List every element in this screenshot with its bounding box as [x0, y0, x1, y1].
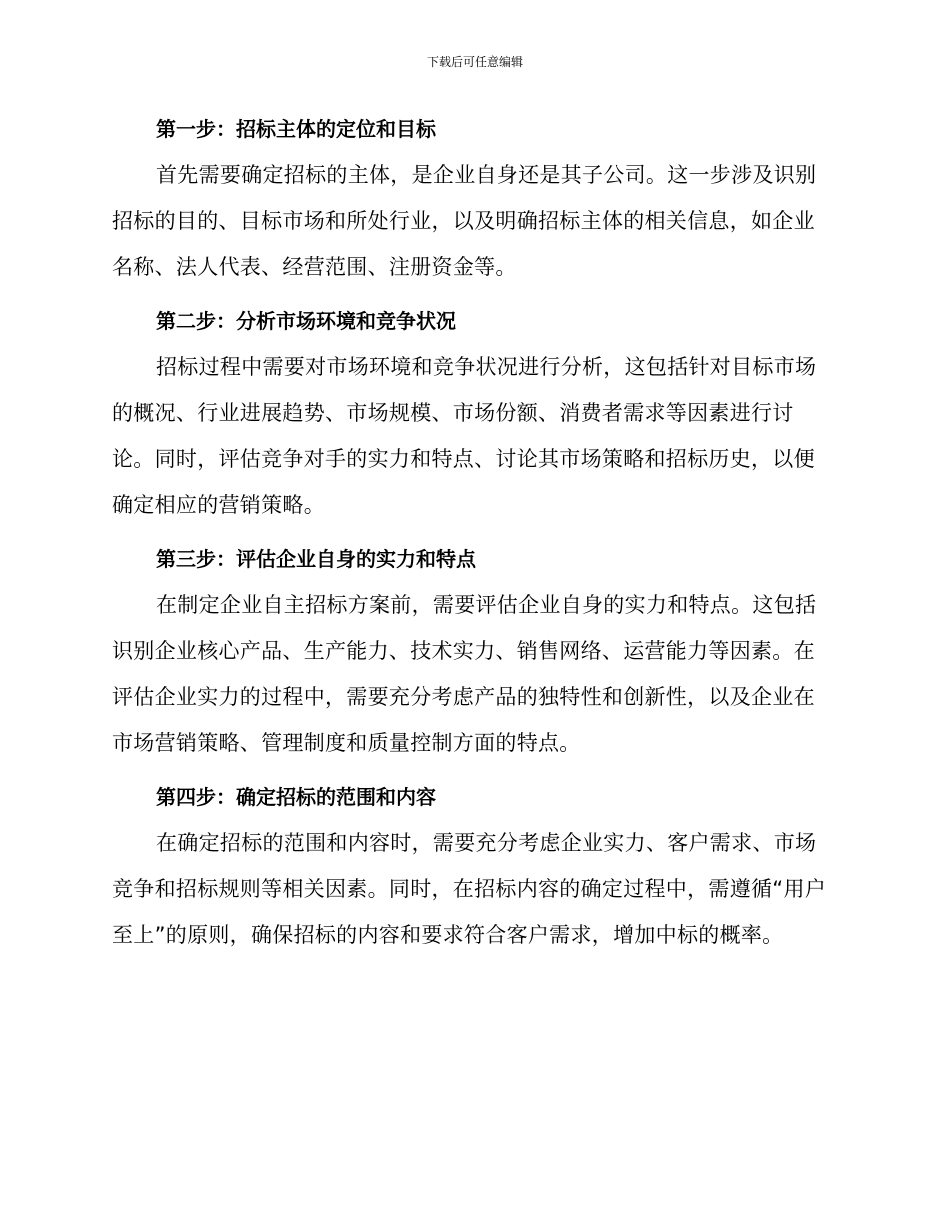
section-paragraph-step-1: 首先需要确定招标的主体，是企业自身还是其子公司。这一步涉及识别招标的目的、目标市场和所处行业，以及明确招标主体的相关信息，如企业名称、法人代表、经营范围、注册资金等。 — [112, 163, 817, 279]
section-paragraph-step-4: 在确定招标的范围和内容时，需要充分考虑企业实力、客户需求、市场竞争和招标规则等相关因素。同时，在招标内容的确定过程中，需遵循“用户至上”的原则，确保招标的内容和要求符合客户需求，增加中标的概率。 — [112, 831, 827, 947]
page-header: 下载后可任意编辑 — [426, 55, 523, 69]
section-heading-step-1: 第一步：招标主体的定位和目标 — [156, 117, 436, 141]
section-heading-step-3: 第三步：评估企业自身的实力和特点 — [156, 547, 476, 571]
section-heading-step-2: 第二步：分析市场环境和竞争状况 — [156, 309, 456, 333]
section-paragraph-step-3: 在制定企业自主招标方案前，需要评估企业自身的实力和特点。这包括识别企业核心产品、生产能力、技术实力、销售网络、运营能力等因素。在评估企业实力的过程中，需要充分考虑产品的独特性和创新性，以及企业在市场营销策略、管理制度和质量控制方面的特点。 — [112, 593, 817, 755]
section-heading-step-4: 第四步：确定招标的范围和内容 — [156, 785, 436, 809]
section-paragraph-step-2: 招标过程中需要对市场环境和竞争状况进行分析，这包括针对目标市场的概况、行业进展趋势、市场规模、市场份额、消费者需求等因素进行讨论。同时，评估竞争对手的实力和特点、讨论其市场策略和招标历史，以便确定相应的营销策略。 — [112, 355, 817, 517]
document-body — [112, 106, 834, 958]
